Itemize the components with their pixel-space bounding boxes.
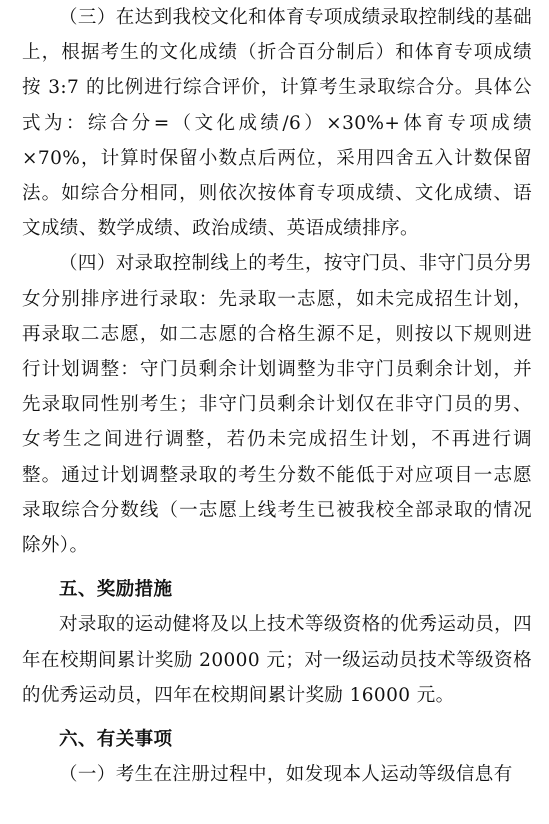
paragraph-rewards: 对录取的运动健将及以上技术等级资格的优秀运动员，四年在校期间累计奖励 20000 元；对一级运动员技术等级资格的优秀运动员，四年在校期间累计奖励 16000 元。	[22, 614, 532, 706]
section-heading-rewards: 五、奖励措施	[59, 579, 173, 601]
paragraph-registration-note: （一）考生在注册过程中，如发现本人运动等级信息有	[59, 764, 513, 786]
paragraph-admission-order-rules: （四）对录取控制线上的考生，按守门员、非守门员分男女分别排序进行录取：先录取一志愿，如未完成招生计划，再录取二志愿，如二志愿的合格生源不足，则按以下规则进行计划调整：守门员剩余计划调整为非守门员剩余计划，并先录取同性别考生；非守门员剩余计划仅在非守门员的男、女考生之间进行调整，若仍未完成招生计划，不再进行调整。通过计划调整录取的考生分数不能低于对应项目一志愿录取综合分数线（一志愿上线考生已被我校全部录取的情况除外）。	[22, 253, 532, 557]
document-page	[22, 0, 532, 792]
section-heading-related-matters: 六、有关事项	[59, 729, 173, 751]
paragraph-admission-score-formula: （三）在达到我校文化和体育专项成绩录取控制线的基础上，根据考生的文化成绩（折合百分制后）和体育专项成绩按 3:7 的比例进行综合评价，计算考生录取综合分。具体公式为：综合分=（文化成绩/6）×30%+体育专项成绩×70%，计算时保留小数点后两位，采用四舍五入计数保留法。如综合分相同，则依次按体育专项成绩、文化成绩、语文成绩、数学成绩、政治成绩、英语成绩排序。	[22, 7, 532, 240]
